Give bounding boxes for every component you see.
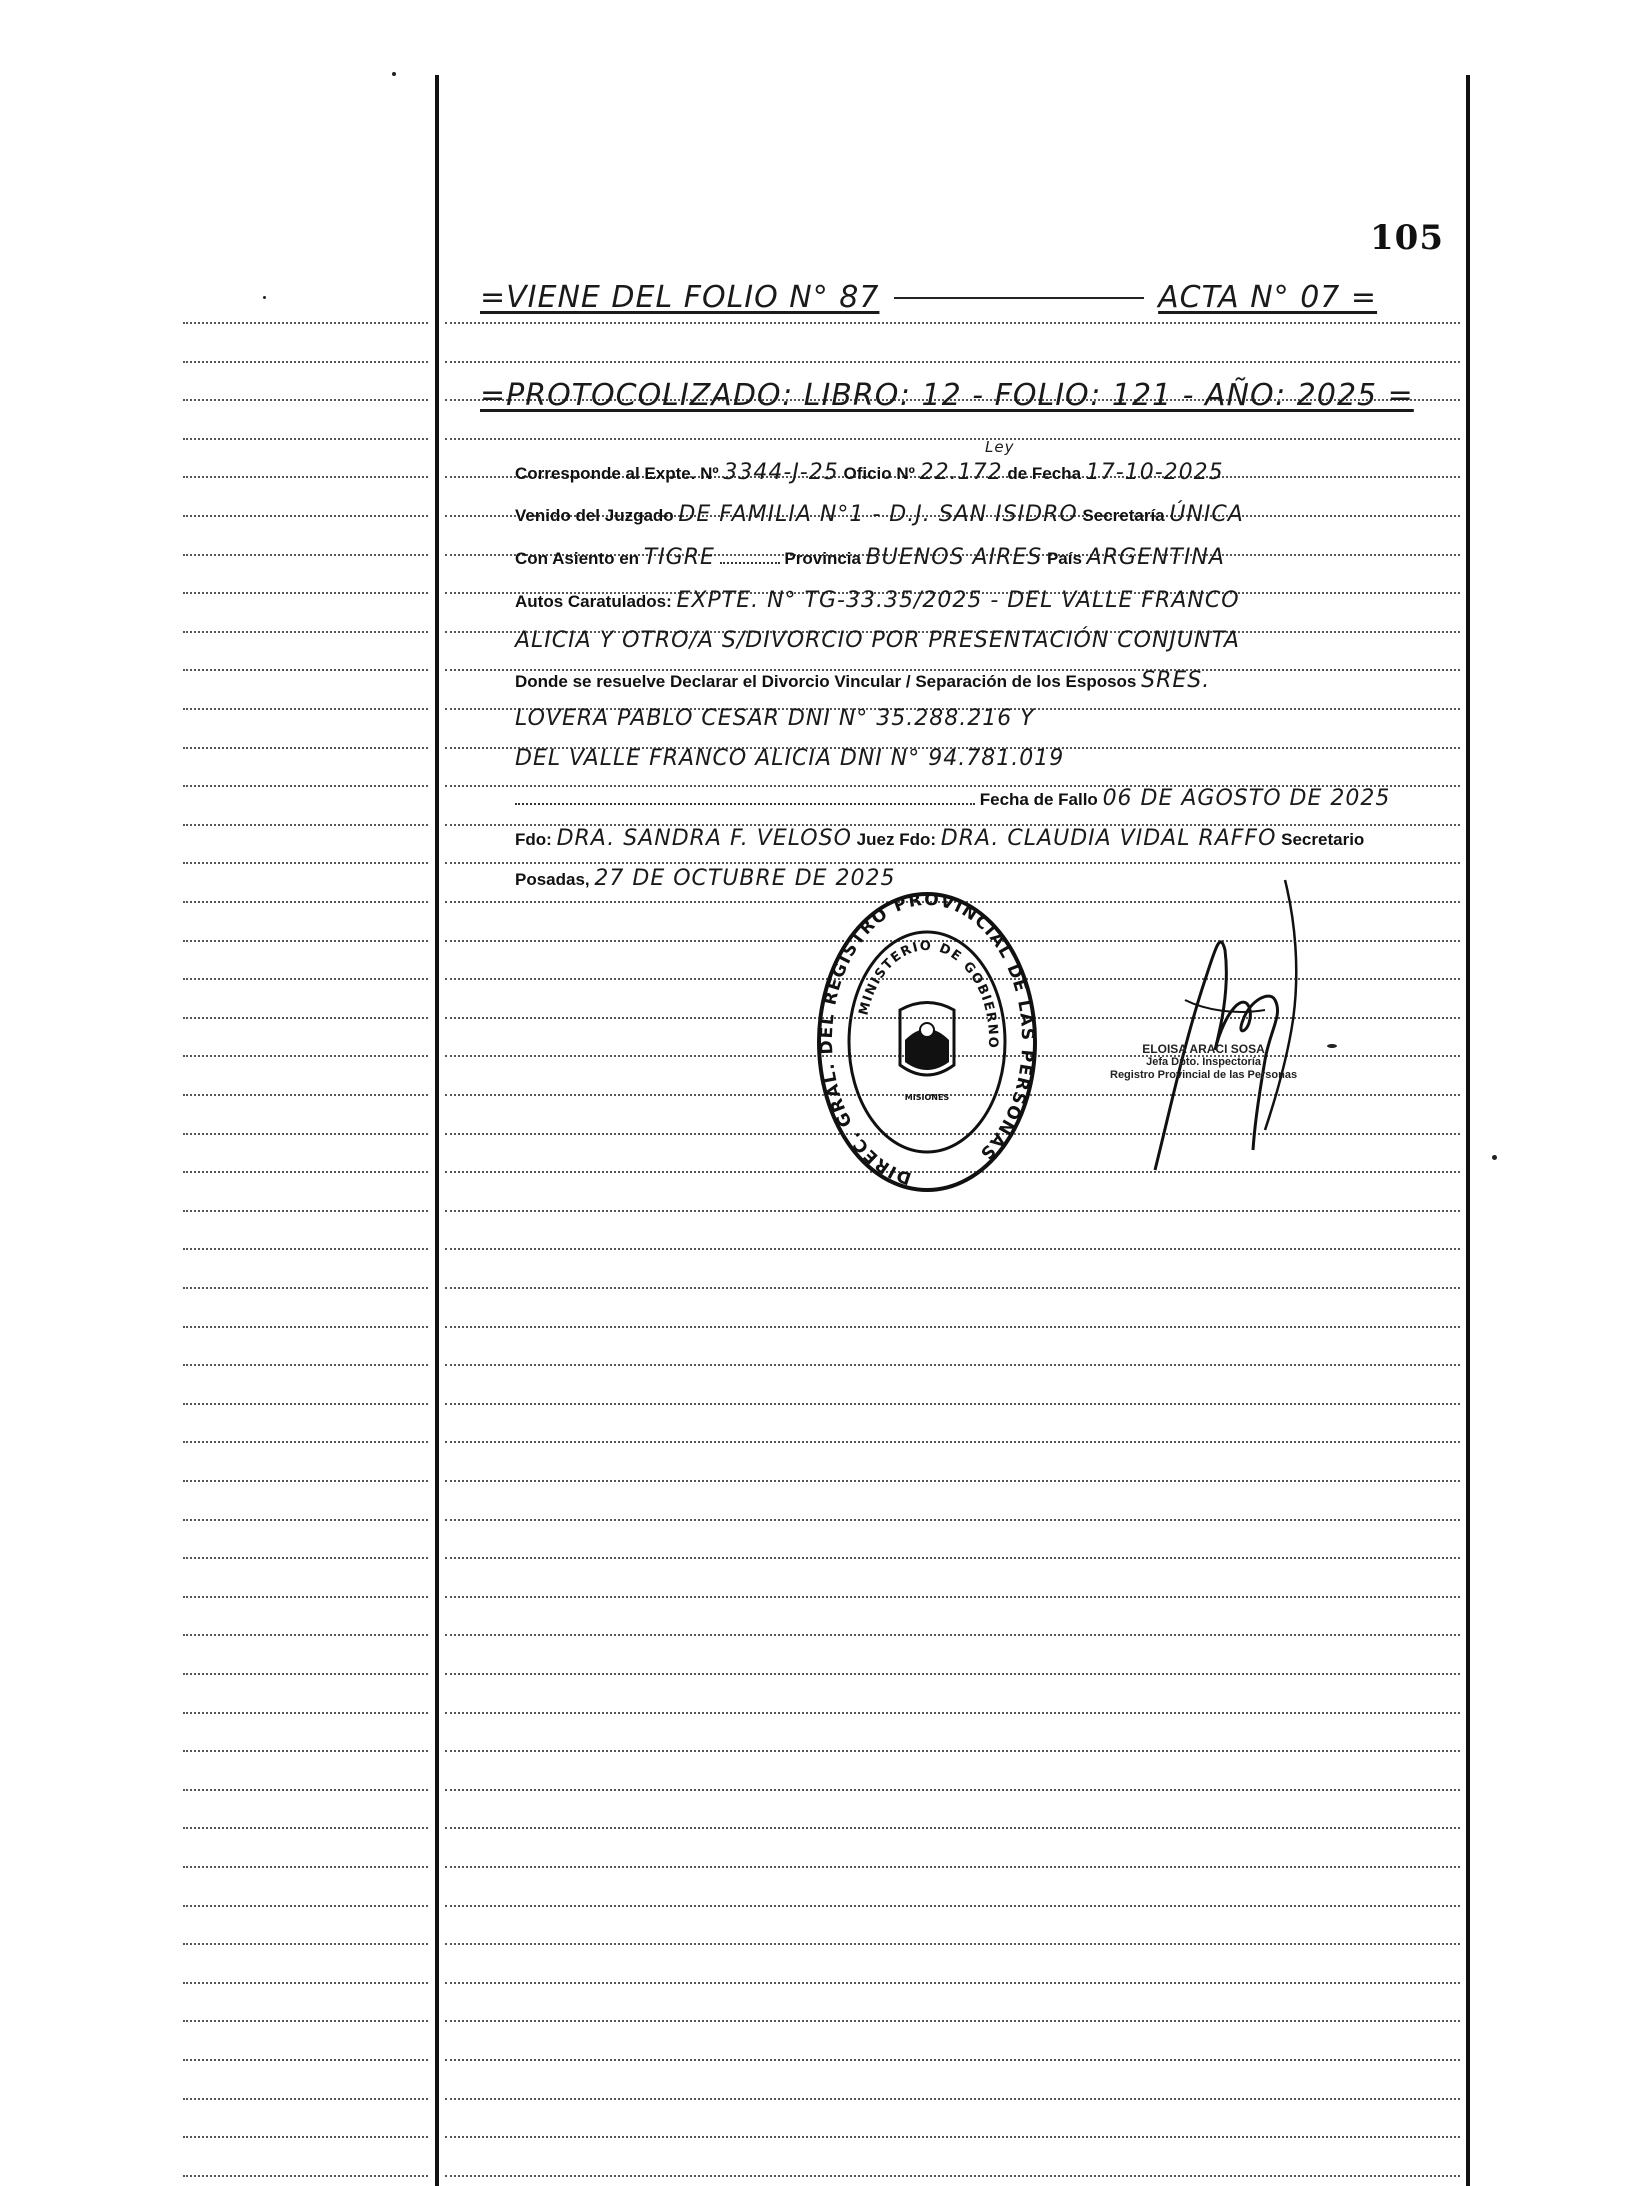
- body-dotted-rule: [445, 2175, 1460, 2177]
- margin-dotted-rule: [183, 438, 428, 440]
- margin-dotted-rule: [183, 1480, 428, 1482]
- margin-dotted-rule: [183, 322, 428, 324]
- body-dotted-rule: [445, 1673, 1460, 1675]
- label-fdo-secretario: Fdo:: [899, 830, 937, 849]
- label-juzgado: Venido del Juzgado: [515, 506, 674, 525]
- margin-dotted-rule: [183, 862, 428, 864]
- margin-dotted-rule: [183, 554, 428, 556]
- margin-dotted-rule: [183, 476, 428, 478]
- signer-office: Registro Provincial de las Personas: [1110, 1069, 1298, 1081]
- form-row-firmas: [515, 826, 1364, 851]
- value-secretaria: ÚNICA: [1169, 502, 1244, 527]
- signature-block: [1110, 1043, 1297, 1082]
- form-row-expediente: [515, 460, 1224, 485]
- form-row-esposo2: [515, 746, 1064, 771]
- margin-dotted-rule: [183, 631, 428, 633]
- label-secretario: Secretario: [1281, 830, 1365, 849]
- margin-dotted-rule: [183, 1905, 428, 1907]
- margin-dotted-rule: [183, 1364, 428, 1366]
- viene-del-folio-line: [480, 280, 1377, 315]
- label-fdo-juez: Fdo:: [515, 830, 552, 849]
- margin-dotted-rule: [183, 1403, 428, 1405]
- value-expte: 3344-J-25: [723, 460, 839, 485]
- margin-dotted-rule: [183, 2098, 428, 2100]
- body-dotted-rule: [445, 1326, 1460, 1328]
- body-dotted-rule: [445, 1712, 1460, 1714]
- body-dotted-rule: [445, 322, 1460, 324]
- protocolizado-line: [480, 378, 1414, 413]
- body-dotted-rule: [445, 1982, 1460, 1984]
- margin-dotted-rule: [183, 2059, 428, 2061]
- label-asiento: Con Asiento en: [515, 549, 640, 568]
- value-secretario: DRA. CLAUDIA VIDAL RAFFO: [940, 826, 1277, 851]
- margin-dotted-rule: [183, 1210, 428, 1212]
- value-posadas: 27 DE OCTUBRE DE 2025: [594, 866, 896, 891]
- margin-dotted-rule: [183, 1596, 428, 1598]
- speck-mark: [1327, 1044, 1337, 1048]
- viene-del-folio-text: =VIENE DEL FOLIO N° 87: [480, 280, 880, 315]
- margin-dotted-rule: [183, 1982, 428, 1984]
- margin-dotted-rule: [183, 361, 428, 363]
- margin-dotted-rule: [183, 1326, 428, 1328]
- label-fallo: Fecha de Fallo: [979, 790, 1098, 809]
- body-dotted-rule: [445, 2136, 1460, 2138]
- signer-title: Jefa Dpto. Inspectoría: [1146, 1056, 1261, 1068]
- form-row-juzgado: [515, 502, 1244, 527]
- margin-dotted-rule: [183, 824, 428, 826]
- body-dotted-rule: [445, 1750, 1460, 1752]
- value-autos: EXPTE. N° TG-33.35/2025 - DEL VALLE FRANCO: [676, 588, 1240, 613]
- label-autos: Autos Caratulados:: [515, 592, 672, 611]
- label-resuelve: Donde se resuelve Declarar el Divorcio Vincular / Separación de los Esposos: [515, 672, 1137, 691]
- margin-dotted-rule: [183, 2175, 428, 2177]
- speck-mark: [1492, 1155, 1497, 1160]
- body-dotted-rule: [445, 1364, 1460, 1366]
- margin-dotted-rule: [183, 592, 428, 594]
- form-row-resuelve: [515, 668, 1210, 693]
- body-dotted-rule: [445, 2059, 1460, 2061]
- body-dotted-rule: [445, 1943, 1460, 1945]
- value-juez: DRA. SANDRA F. VELOSO: [556, 826, 852, 851]
- margin-dotted-rule: [183, 1557, 428, 1559]
- body-dotted-rule: [445, 2020, 1460, 2022]
- body-dotted-rule: [445, 1557, 1460, 1559]
- form-row-esposo1: [515, 706, 1035, 731]
- value-asiento: TIGRE: [643, 545, 715, 570]
- right-margin-rule: [1466, 75, 1470, 2186]
- margin-dotted-rule: [183, 1789, 428, 1791]
- stamp-outer-text: DIREC. GRAL. DEL REGISTRO PROVINCIAL DE LAS PERSONAS: [816, 890, 1038, 1189]
- margin-dotted-rule: [183, 1712, 428, 1714]
- margin-dotted-rule: [183, 747, 428, 749]
- body-dotted-rule: [445, 1519, 1460, 1521]
- body-dotted-rule: [445, 1789, 1460, 1791]
- value-fecha: 17-10-2025: [1085, 460, 1224, 485]
- margin-dotted-rule: [183, 1133, 428, 1135]
- form-row-autos-cont: [515, 628, 1240, 653]
- speck-mark: [263, 296, 266, 299]
- value-esposo2: DEL VALLE FRANCO ALICIA DNI N° 94.781.019: [515, 746, 1065, 771]
- margin-dotted-rule: [183, 2020, 428, 2022]
- value-juzgado: DE FAMILIA N°1 - D.J. SAN ISIDRO: [678, 502, 1078, 527]
- label-expte: Corresponde al Expte. Nº: [515, 464, 719, 483]
- label-provincia: Provincia: [784, 549, 861, 568]
- value-pais: ARGENTINA: [1086, 545, 1225, 570]
- margin-dotted-rule: [183, 1248, 428, 1250]
- body-dotted-rule: [445, 1403, 1460, 1405]
- body-dotted-rule: [445, 1287, 1460, 1289]
- margin-dotted-rule: [183, 2136, 428, 2138]
- label-posadas: Posadas,: [515, 870, 590, 889]
- value-esposo1: LOVERA PABLO CESAR DNI N° 35.288.216 Y: [515, 706, 1035, 731]
- margin-dotted-rule: [183, 515, 428, 517]
- body-dotted-rule: [445, 1248, 1460, 1250]
- label-oficio: Oficio Nº: [843, 464, 915, 483]
- form-row-asiento: [515, 545, 1225, 570]
- acta-number-text: ACTA N° 07 =: [1158, 280, 1378, 315]
- margin-dotted-rule: [183, 1055, 428, 1057]
- margin-dotted-rule: [183, 940, 428, 942]
- form-row-fallo: [515, 786, 1390, 811]
- coat-of-arms-emblem: [900, 1003, 954, 1076]
- stamp-inner-text: MINISTERIO DE GOBIERNO: [856, 938, 1001, 1050]
- margin-dotted-rule: [183, 708, 428, 710]
- ley-annotation: Ley: [985, 438, 1015, 456]
- margin-dotted-rule: [183, 1673, 428, 1675]
- body-dotted-rule: [445, 438, 1460, 440]
- body-dotted-rule: [445, 1905, 1460, 1907]
- margin-dotted-rule: [183, 785, 428, 787]
- margin-dotted-rule: [183, 1866, 428, 1868]
- body-dotted-rule: [445, 1441, 1460, 1443]
- body-dotted-rule: [445, 1866, 1460, 1868]
- value-autos-cont: ALICIA Y OTRO/A S/DIVORCIO POR PRESENTACIÓN CONJUNTA: [515, 628, 1240, 653]
- protocolizado-text: =PROTOCOLIZADO: LIBRO: 12 - FOLIO: 121 - AÑO: 2025 =: [480, 378, 1414, 413]
- value-provincia: BUENOS AIRES: [865, 545, 1043, 570]
- body-dotted-rule: [445, 1827, 1460, 1829]
- margin-dotted-rule: [183, 399, 428, 401]
- value-fallo: 06 DE AGOSTO DE 2025: [1102, 786, 1391, 811]
- margin-dotted-rule: [183, 669, 428, 671]
- label-fecha: de Fecha: [1007, 464, 1082, 483]
- label-secretaria: Secretaría: [1082, 506, 1165, 525]
- official-stamp: [815, 890, 1040, 1195]
- label-juez: Juez: [856, 830, 895, 849]
- margin-dotted-rule: [183, 1519, 428, 1521]
- signer-name: ELOISA ARACI SOSA: [1142, 1042, 1265, 1056]
- page-number: 105: [1370, 218, 1444, 258]
- value-oficio: 22.172: [919, 460, 1003, 485]
- margin-dotted-rule: [183, 1943, 428, 1945]
- margin-dotted-rule: [183, 1750, 428, 1752]
- body-dotted-rule: [445, 1596, 1460, 1598]
- handwritten-signature: [1125, 860, 1315, 1180]
- body-dotted-rule: [445, 2098, 1460, 2100]
- margin-dotted-rule: [183, 1441, 428, 1443]
- speck-mark: [392, 72, 396, 76]
- body-dotted-rule: [445, 1634, 1460, 1636]
- body-dotted-rule: [445, 1210, 1460, 1212]
- body-dotted-rule: [445, 1480, 1460, 1482]
- value-esposos-prefix: SRES.: [1141, 668, 1211, 693]
- body-dotted-rule: [445, 361, 1460, 363]
- stamp-emblem-label: MISIONES: [904, 1093, 950, 1102]
- left-margin-rule: [435, 75, 439, 2186]
- form-row-posadas: [515, 866, 896, 891]
- margin-dotted-rule: [183, 1287, 428, 1289]
- label-pais: País: [1046, 549, 1082, 568]
- margin-dotted-rule: [183, 1094, 428, 1096]
- dash-line: [894, 297, 1144, 299]
- margin-dotted-rule: [183, 978, 428, 980]
- margin-dotted-rule: [183, 1634, 428, 1636]
- margin-dotted-rule: [183, 1827, 428, 1829]
- margin-dotted-rule: [183, 1017, 428, 1019]
- form-row-autos: [515, 588, 1240, 613]
- margin-dotted-rule: [183, 1171, 428, 1173]
- margin-dotted-rule: [183, 901, 428, 903]
